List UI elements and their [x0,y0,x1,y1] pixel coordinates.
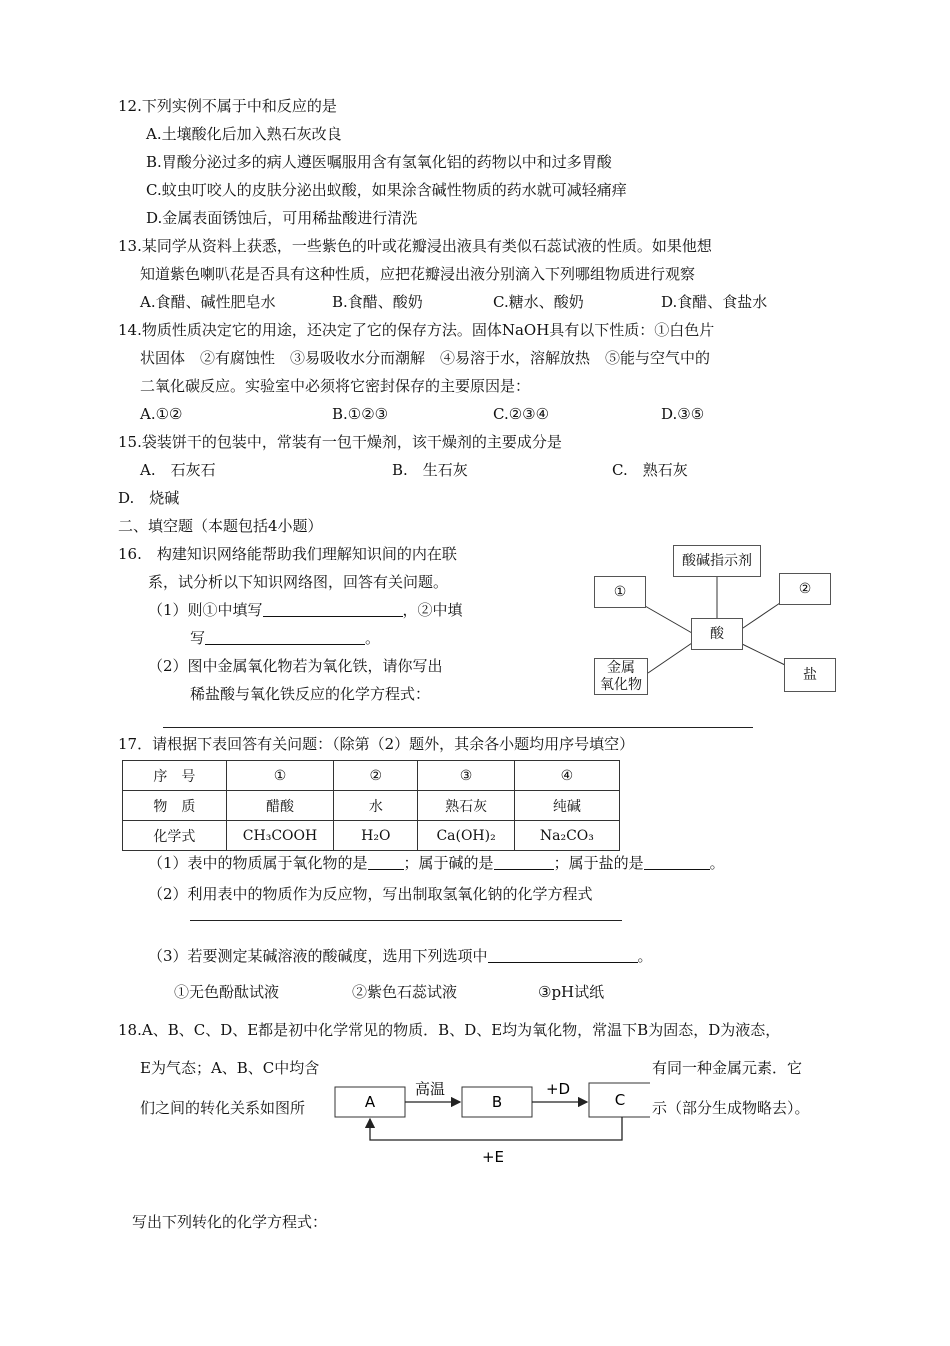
q17-part-3-end: 。 [637,947,653,965]
q14-stem-line-2: 状固体 ②有腐蚀性 ③易吸收水分而潮解 ④易溶于水，溶解放热 ⑤能与空气中的 [140,349,711,367]
q16-node-indicator: 酸碱指示剂 [673,545,761,577]
q17-option-2: ②紫色石蕊试液 [352,983,458,1001]
q13-option-b: B.食醋、酸奶 [332,293,423,311]
q17-stem: 17．请根据下表回答有关问题：（除第（2）题外，其余各小题均用序号填空） [118,735,635,753]
q16-part-1-middle: ，②中填 [402,601,463,619]
q16-node-metal-oxide: 金属 氧化物 [594,658,648,695]
q16-part-2-line-2: 稀盐酸与氧化铁反应的化学方程式： [190,685,431,703]
q16-part-1-prefix: （1）则①中填写 [148,601,263,619]
q12-option-c: C.蚊虫叮咬人的皮肤分泌出蚁酸，如果涂含碱性物质的药水就可减轻痛痒 [146,181,627,199]
table-cell: Na₂CO₃ [514,821,619,851]
q12-stem: 12.下列实例不属于中和反应的是 [118,97,337,115]
q16-part-1-write: 写 [190,629,206,647]
q13-stem-line-1: 13.某同学从资料上获悉，一些紫色的叶或花瓣浸出液具有类似石蕊试液的性质。如果他想 [118,237,712,255]
q14-option-d: D.③⑤ [661,405,705,423]
q15-option-c: C. 熟石灰 [612,461,688,479]
q17-part-2-answer-line[interactable] [190,920,622,921]
q13-option-c: C.糖水、酸奶 [493,293,584,311]
table-cell: CH₃COOH [226,821,333,851]
q17-blank-salt[interactable] [644,855,710,870]
table-cell: Ca(OH)₂ [418,821,514,851]
q12-option-d: D.金属表面锈蚀后，可用稀盐酸进行清洗 [146,209,418,227]
q16-node-1: ① [594,576,646,608]
q13-option-d: D.食醋、食盐水 [661,293,768,311]
q17-blank-ph[interactable] [488,948,638,963]
table-cell: ① [226,761,333,791]
q17-part-1-base: ；属于碱的是 [403,854,494,872]
q17-blank-base[interactable] [494,855,554,870]
q14-stem-line-1: 14.物质性质决定它的用途，还决定了它的保存方法。固体NaOH具有以下性质：①白色片 [118,321,715,339]
table-cell: 熟石灰 [418,791,514,821]
q15-stem: 15.袋装饼干的包装中，常装有一包干燥剂，该干燥剂的主要成分是 [118,433,562,451]
q12-option-a: A.土壤酸化后加入熟石灰改良 [146,125,342,143]
q18-label-a: A [364,1093,376,1111]
q14-stem-line-3: 二氧化碳反应。实验室中必须将它密封保存的主要原因是： [140,377,531,395]
table-cell: ③ [418,761,514,791]
q18-line-3-right: 示（部分生成物略去）。 [652,1099,810,1117]
q17-option-1: ①无色酚酞试液 [174,983,280,1001]
q18-label-plus-d: +D [545,1080,571,1098]
table-cell: 纯碱 [514,791,619,821]
q13-stem-line-2: 知道紫色喇叭花是否具有这种性质，应把花瓣浸出液分别滴入下列哪组物质进行观察 [140,265,696,283]
q16-stem-line-1: 16. 构建知识网络能帮助我们理解知识间的内在联 [118,545,457,563]
q14-option-a: A.①② [140,405,183,423]
q17-table [122,760,620,851]
q13-option-a: A.食醋、碱性肥皂水 [140,293,276,311]
q16-node-acid: 酸 [691,618,743,650]
table-row-header: 化学式 [123,821,227,851]
q18-label-high-temp: 高温 [414,1080,446,1098]
q15-option-a: A. 石灰石 [140,461,216,479]
q16-stem-line-2: 系，试分析以下知识网络图，回答有关问题。 [148,573,449,591]
q17-part-1-salt: ；属于盐的是 [553,854,644,872]
q18-line-3-left: 们之间的转化关系如图所 [140,1099,306,1117]
q18-label-c: C [614,1091,626,1109]
q17-option-3: ③pH试纸 [538,983,605,1001]
table-row-header: 物 质 [123,791,227,821]
table-cell: 水 [334,791,418,821]
q17-part-3-prefix: （3）若要测定某碱溶液的酸碱度，选用下列选项中 [148,947,488,965]
q18-label-plus-e: +E [481,1148,505,1166]
q16-part-1 [148,600,463,620]
q18-line-2-right: 有同一种金属元素．它 [652,1059,803,1077]
q17-part-1-prefix: （1）表中的物质属于氧化物的是 [148,854,368,872]
q18-line-1: 18.A、B、C、D、E都是初中化学常见的物质．B、D、E均为氧化物，常温下B为固态，D为液态， [118,1021,781,1039]
table-row [123,791,620,821]
table-cell: H₂O [334,821,418,851]
table-row-header: 序 号 [123,761,227,791]
table-row [123,821,620,851]
q16-part-2-line-1: （2）图中金属氧化物若为氧化铁，请你写出 [148,657,443,675]
q16-blank-1[interactable] [263,602,403,617]
q18-line-2-left: E为气态；A、B、C中均含 [140,1059,320,1077]
q17-blank-oxide[interactable] [368,855,404,870]
q17-part-1 [148,853,725,873]
section-2-title: 二、填空题（本题包括4小题） [118,517,323,535]
q16-part-1-continued [190,628,380,648]
q18-final-prompt: 写出下列转化的化学方程式： [132,1213,328,1231]
q16-part-1-end: 。 [365,629,381,647]
q14-option-b: B.①②③ [332,405,389,423]
q18-label-b: B [491,1093,503,1111]
q12-option-b: B.胃酸分泌过多的病人遵医嘱服用含有氢氧化铝的药物以中和过多胃酸 [146,153,612,171]
q16-node-salt: 盐 [784,658,836,692]
q16-blank-2[interactable] [205,630,365,645]
table-row [123,761,620,791]
table-cell: ② [334,761,418,791]
q18-conversion-diagram [330,1070,650,1170]
q17-part-1-end: 。 [709,854,725,872]
q15-option-b: B. 生石灰 [392,461,468,479]
q14-option-c: C.②③④ [493,405,550,423]
q17-part-2: （2）利用表中的物质作为反应物，写出制取氢氧化钠的化学方程式 [148,885,593,903]
table-cell: 醋酸 [226,791,333,821]
table-cell: ④ [514,761,619,791]
q18-arrow-ca [370,1117,622,1140]
q16-node-2: ② [779,573,831,605]
q16-answer-line[interactable] [163,727,753,728]
q15-option-d: D. 烧碱 [118,489,180,507]
q17-part-3 [148,946,653,966]
